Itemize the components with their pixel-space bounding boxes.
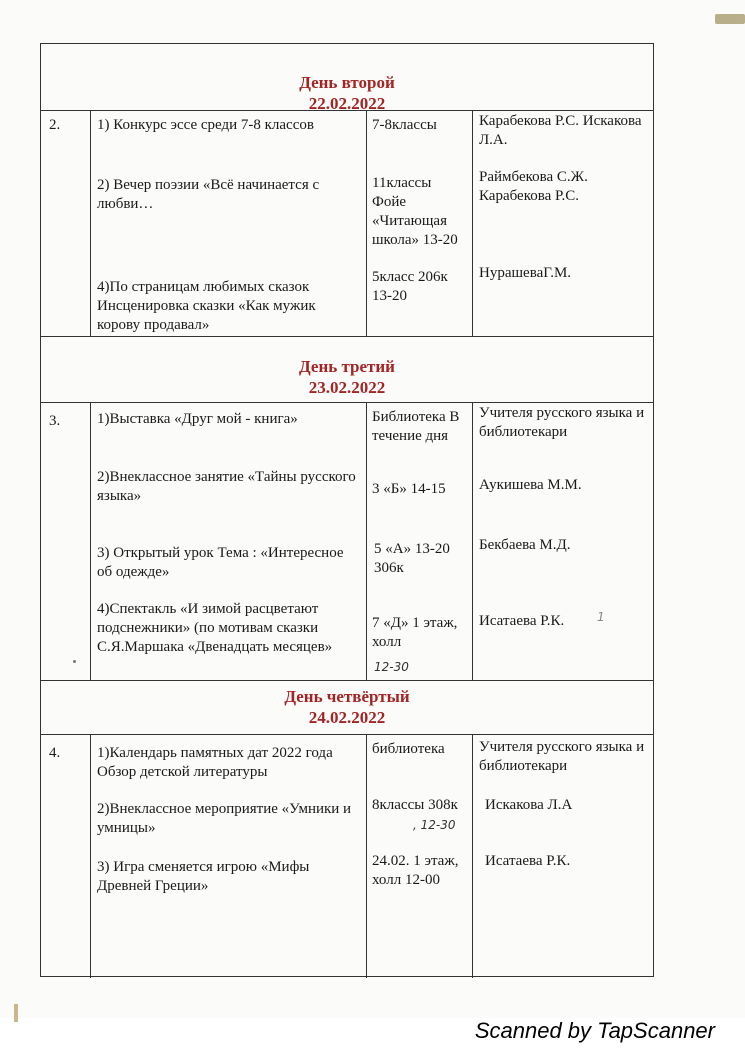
day-header-2	[41, 72, 653, 114]
place-cell: 24.02. 1 этаж, холл 12-00	[372, 853, 459, 888]
row-number: 3.	[49, 413, 61, 429]
col-divider	[90, 734, 91, 978]
place-cell: 5класс 206к 13-20	[372, 269, 448, 304]
responsible-cell: Аукишева М.М.	[479, 477, 582, 493]
day-header-3	[41, 356, 653, 398]
event-cell: 1)Выставка «Друг мой - книга»	[97, 411, 298, 427]
day-title: День третий	[299, 357, 395, 376]
col-divider	[472, 402, 473, 680]
handwritten-time: 12-30	[374, 660, 409, 674]
day-date: 23.02.2022	[308, 378, 386, 397]
responsible-cell: Раймбекова С.Ж. Карабекова Р.С.	[479, 169, 588, 204]
place-cell: 11классы Фойе «Читающая школа» 13-20	[372, 175, 458, 248]
paper-edge-mark-left	[14, 1004, 18, 1022]
event-cell: 4)Спектакль «И зимой расцветают подснежники» (по мотивам сказки С.Я.Маршака «Двенадцать месяцев»	[97, 601, 333, 655]
day-header-4	[41, 686, 653, 728]
paper-edge-mark	[715, 14, 745, 24]
event-cell: 1) Конкурс эссе среди 7-8 классов	[97, 117, 314, 133]
event-cell: 2)Внеклассное занятие «Тайны русского языка»	[97, 469, 356, 504]
responsible-cell: Исатаева Р.К.	[479, 613, 565, 629]
row-divider	[41, 336, 653, 337]
place-cell: 5 «А» 13-20 306к	[374, 541, 450, 576]
responsible-cell: Учителя русского языка и библиотекари	[479, 739, 645, 774]
col-divider	[366, 734, 367, 978]
col-divider	[90, 402, 91, 680]
place-cell: 7-8классы	[372, 117, 437, 133]
event-cell: 2)Внеклассное мероприятие «Умники и умницы»	[97, 801, 352, 836]
day-title: День четвёртый	[284, 687, 410, 706]
responsible-cell: Исатаева Р.К.	[485, 853, 571, 869]
col-divider	[472, 734, 473, 978]
place-cell: библиотека	[372, 741, 445, 757]
scanner-watermark: Scanned by TapScanner	[474, 1018, 715, 1043]
event-cell: 2) Вечер поэзии «Всё начинается с любви…	[97, 177, 320, 212]
responsible-cell: Карабекова Р.С. Искакова Л.А.	[479, 113, 642, 148]
row-divider	[41, 110, 653, 111]
place-cell: Библиотека В течение дня	[372, 409, 460, 444]
col-divider	[90, 110, 91, 336]
pencil-mark: 1	[597, 610, 605, 624]
col-divider	[366, 110, 367, 336]
event-cell: 1)Календарь памятных дат 2022 года Обзор детской литературы	[97, 745, 333, 780]
place-cell: 7 «Д» 1 этаж, холл	[372, 615, 458, 650]
responsible-cell: Искакова Л.А	[485, 797, 573, 813]
handwritten-time: , 12-30	[413, 818, 456, 832]
day-title: День второй	[299, 73, 395, 92]
row-divider	[41, 402, 653, 403]
col-divider	[366, 402, 367, 680]
responsible-cell: НурашеваГ.М.	[479, 265, 572, 281]
event-cell: 4)По страницам любимых сказок Инсценировка сказки «Как мужик корову продавал»	[97, 279, 316, 333]
responsible-cell: Учителя русского языка и библиотекари	[479, 405, 645, 440]
place-cell: 3 «Б» 14-15	[372, 481, 446, 497]
event-cell: 3) Открытый урок Тема : «Интересное об одежде»	[97, 545, 344, 580]
schedule-table	[40, 43, 654, 977]
day-date: 22.02.2022	[308, 94, 386, 113]
day-date: 24.02.2022	[308, 708, 386, 727]
col-divider	[472, 110, 473, 336]
row-number: 4.	[49, 745, 61, 761]
event-cell: 3) Игра сменяется игрою «Мифы Древней Греции»	[97, 859, 310, 894]
responsible-cell: Бекбаева М.Д.	[479, 537, 571, 553]
row-divider	[41, 680, 653, 681]
row-number: 2.	[49, 117, 61, 133]
row-divider	[41, 734, 653, 735]
place-cell: 8классы 308к	[372, 797, 458, 813]
